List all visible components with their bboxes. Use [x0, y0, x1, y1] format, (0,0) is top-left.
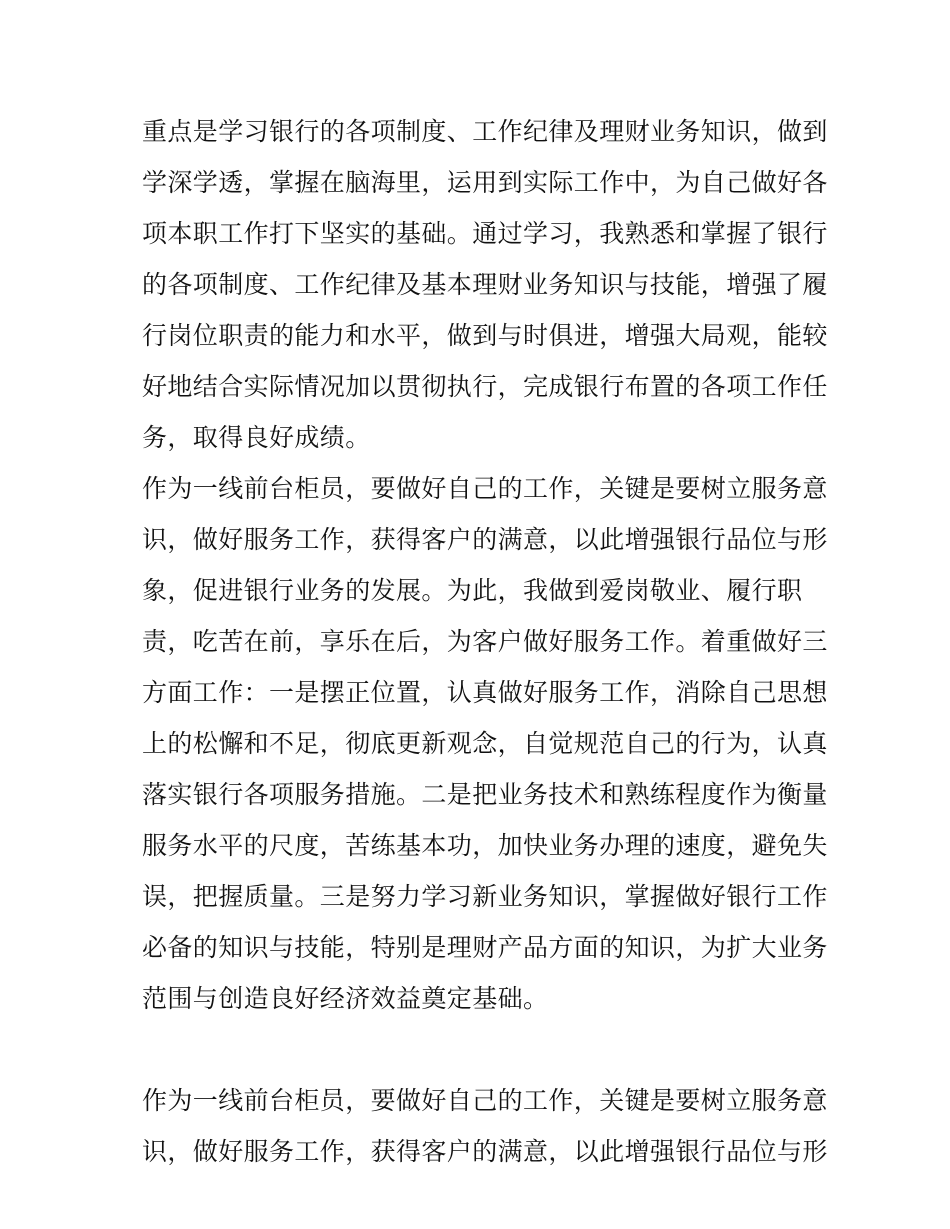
text-line: 重点是学习银行的各项制度、工作纪律及理财业务知识，做到 — [142, 117, 828, 146]
text-line: 好地结合实际情况加以贯彻执行，完成银行布置的各项工作任 — [142, 372, 828, 401]
text-line: 落实银行各项服务措施。二是把业务技术和熟练程度作为衡量 — [142, 780, 828, 809]
text-line: 误，把握质量。三是努力学习新业务知识，掌握做好银行工作 — [142, 882, 828, 911]
text-line: 行岗位职责的能力和水平，做到与时俱进，增强大局观，能较 — [142, 321, 828, 350]
text-line: 作为一线前台柜员，要做好自己的工作，关键是要树立服务意 — [142, 1086, 828, 1115]
text-line: 务，取得良好成绩。 — [142, 423, 371, 452]
text-line: 作为一线前台柜员，要做好自己的工作，关键是要树立服务意 — [142, 474, 828, 503]
text-line: 上的松懈和不足，彻底更新观念，自觉规范自己的行为，认真 — [142, 729, 828, 758]
text-line: 责，吃苦在前，享乐在后，为客户做好服务工作。着重做好三 — [142, 627, 828, 656]
text-line — [142, 1024, 812, 1075]
text-line: 服务水平的尺度，苦练基本功，加快业务办理的速度，避免失 — [142, 831, 828, 860]
paragraph-2 — [142, 463, 828, 1075]
document-body — [142, 106, 828, 1177]
text-line: 识，做好服务工作，获得客户的满意，以此增强银行品位与形 — [142, 1137, 828, 1166]
text-line: 范围与创造良好经济效益奠定基础。 — [142, 984, 549, 1013]
text-line: 项本职工作打下坚实的基础。通过学习，我熟悉和掌握了银行 — [142, 219, 828, 248]
text-line: 学深学透，掌握在脑海里，运用到实际工作中，为自己做好各 — [142, 168, 828, 197]
text-line: 识，做好服务工作，获得客户的满意，以此增强银行品位与形 — [142, 525, 828, 554]
text-line: 必备的知识与技能，特别是理财产品方面的知识，为扩大业务 — [142, 933, 828, 962]
text-line: 的各项制度、工作纪律及基本理财业务知识与技能，增强了履 — [142, 270, 828, 299]
paragraph-1 — [142, 106, 828, 463]
text-line: 方面工作：一是摆正位置，认真做好服务工作，消除自己思想 — [142, 678, 828, 707]
text-line: 象，促进银行业务的发展。为此，我做到爱岗敬业、履行职 — [142, 576, 803, 605]
paragraph-3 — [142, 1075, 828, 1177]
